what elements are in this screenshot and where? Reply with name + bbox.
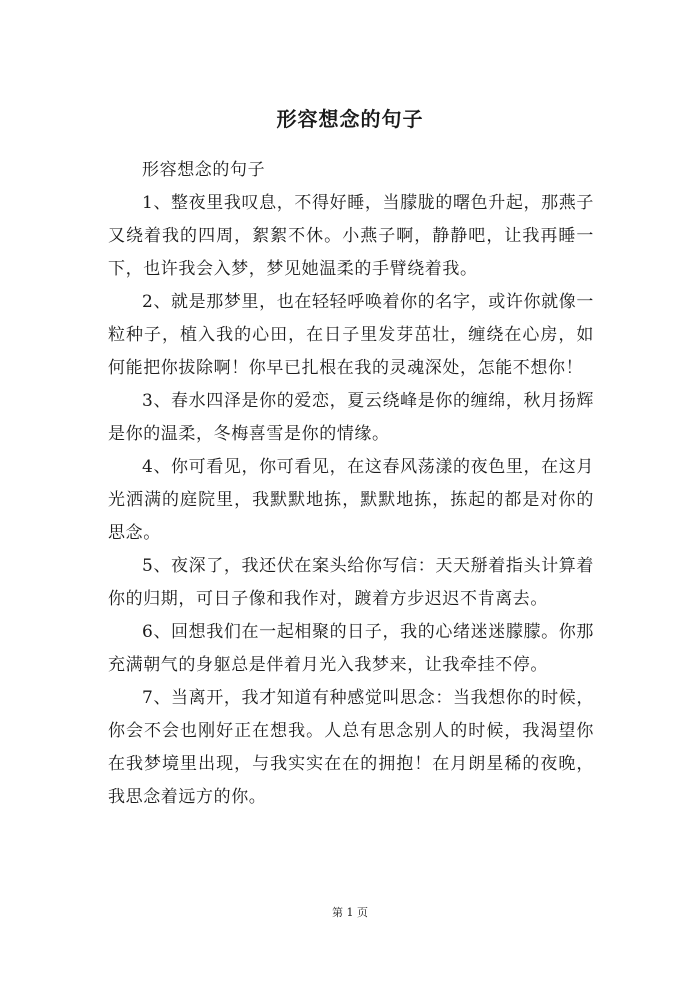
paragraph-7: 7、当离开，我才知道有种感觉叫思念：当我想你的时候，你会不会也刚好正在想我。人总有思念别人的时候，我渴望你在我梦境里出现，与我实实在在的拥抱！在月朗星稀的夜晚，我思念着远方的你。 [108, 688, 594, 807]
paragraph-4: 4、你可看见，你可看见，在这春风荡漾的夜色里，在这月光洒满的庭院里，我默默地拣，默默地拣，拣起的都是对你的思念。 [108, 457, 594, 543]
paragraph-1: 1、整夜里我叹息，不得好睡，当朦胧的曙色升起，那燕子又绕着我的四周，絮絮不休。小燕子啊，静静吧，让我再睡一下，也许我会入梦，梦见她温柔的手臂绕着我。 [108, 193, 594, 279]
document-body [108, 154, 594, 814]
paragraph-6: 6、回想我们在一起相聚的日子，我的心绪迷迷朦朦。你那充满朝气的身躯总是伴着月光入我梦来，让我牵挂不停。 [108, 622, 594, 675]
paragraph-3: 3、春水四泽是你的爱恋，夏云绕峰是你的缠绵，秋月扬辉是你的温柔，冬梅喜雪是你的情缘。 [108, 391, 594, 444]
document-title: 形容想念的句子 [276, 107, 424, 131]
paragraph-heading: 形容想念的句子 [142, 160, 266, 180]
page-number: 第 1 页 [332, 906, 368, 919]
paragraph-2: 2、就是那梦里，也在轻轻呼唤着你的名字，或许你就像一粒种子，植入我的心田，在日子里发芽茁壮，缠绕在心房，如何能把你拔除啊！你早已扎根在我的灵魂深处，怎能不想你！ [108, 292, 594, 378]
paragraph-5: 5、夜深了，我还伏在案头给你写信：天天掰着指头计算着你的归期，可日子像和我作对，踱着方步迟迟不肯离去。 [108, 556, 594, 609]
